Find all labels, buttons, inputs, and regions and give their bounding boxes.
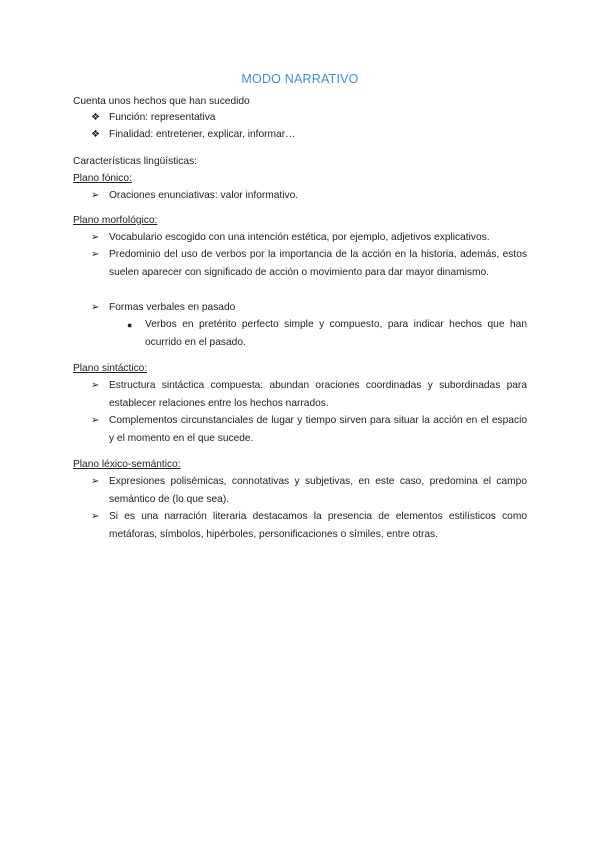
diamond-bullet-icon: ❖ bbox=[91, 129, 100, 140]
arrow-bullet-icon: ➢ bbox=[91, 232, 100, 243]
section-heading: Plano morfológico: bbox=[73, 215, 158, 226]
intro-text: Cuenta unos hechos que han sucedido bbox=[73, 96, 250, 107]
section-heading: Plano léxico-semántico: bbox=[73, 459, 181, 470]
list-item: Oraciones enunciativas: valor informativo. bbox=[109, 190, 299, 201]
list-item: Formas verbales en pasado bbox=[109, 302, 236, 313]
arrow-bullet-icon: ➢ bbox=[91, 190, 100, 201]
arrow-bullet-icon: ➢ bbox=[91, 415, 100, 426]
arrow-bullet-icon: ➢ bbox=[91, 380, 100, 391]
list-item: Vocabulario escogido con una intención estética, por ejemplo, adjetivos explicativos. bbox=[109, 232, 490, 243]
arrow-bullet-icon: ➢ bbox=[91, 476, 100, 487]
features-label: Características lingüísticas: bbox=[73, 156, 197, 167]
arrow-bullet-icon: ➢ bbox=[91, 249, 100, 260]
sub-list-item: Verbos en pretérito perfecto simple y compuesto, para indicar hechos que han ocurrido en el pasado. bbox=[145, 319, 527, 348]
list-item: Expresiones polisémicas, connotativas y subjetivas, en este caso, predomina el campo semántico de (lo que sea). bbox=[109, 476, 527, 505]
dot-bullet-icon: ● bbox=[127, 320, 133, 330]
intro-bullet: Finalidad: entretener, explicar, informar… bbox=[109, 129, 296, 140]
intro-bullet: Función: representativa bbox=[109, 112, 216, 123]
section-heading: Plano sintáctico: bbox=[73, 363, 148, 374]
list-item: Predominio del uso de verbos por la importancia de la acción en la historia, además, estos suelen aparecer con significado de acción o movimiento para dar mayor dinamismo. bbox=[109, 249, 527, 278]
arrow-bullet-icon: ➢ bbox=[91, 302, 100, 313]
list-item: Complementos circunstanciales de lugar y tiempo sirven para situar la acción en el espacio y el momento en el que sucede. bbox=[109, 415, 527, 444]
list-item: Estructura sintáctica compuesta: abundan oraciones coordinadas y subordinadas para establecer relaciones entre los hechos narrados. bbox=[109, 380, 527, 409]
diamond-bullet-icon: ❖ bbox=[91, 112, 100, 123]
section-heading: Plano fónico: bbox=[73, 173, 132, 184]
list-item: Si es una narración literaria destacamos la presencia de elementos estilísticos como metáforas, símbolos, hipérboles, personificaciones o símiles, entre otras. bbox=[109, 511, 527, 540]
arrow-bullet-icon: ➢ bbox=[91, 511, 100, 522]
page-title: MODO NARRATIVO bbox=[241, 72, 359, 86]
